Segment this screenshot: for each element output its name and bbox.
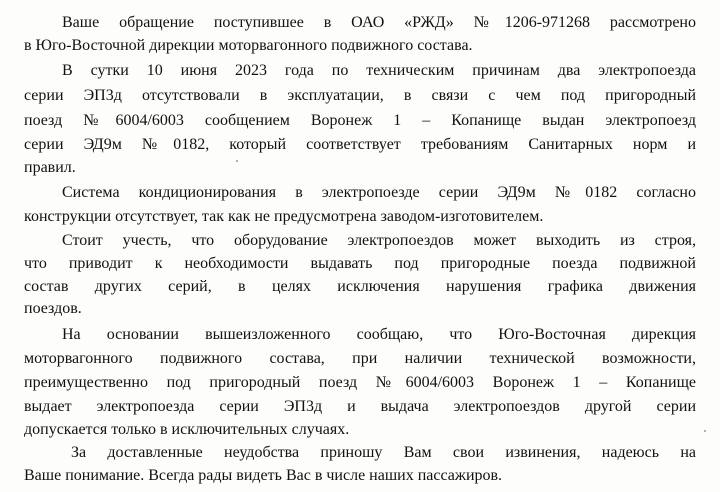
text-line: Ваше обращение поступившее в ОАО «РЖД» №1206-971268 рассмотрено xyxy=(62,14,696,31)
text-line: На основании вышеизложенного сообщаю, что Юго-Восточная дирекция xyxy=(62,326,696,343)
text-line: моторвагонного подвижного состава, при наличии технической возможности, xyxy=(24,350,696,367)
text-line: Ваше понимание. Всегда рады видеть Вас в числе наших пассажиров. xyxy=(24,467,503,484)
text-line: конструкции отсутствует, так как не предусмотрена заводом-изготовителем. xyxy=(24,208,544,225)
text-line: В сутки 10 июня 2023 года по техническим причинам два электропоезда xyxy=(62,62,696,79)
text-line: правил. xyxy=(24,159,76,176)
text-line: серии ЭП3д отсутствовали в эксплуатации, в связи с чем под пригородный xyxy=(24,87,696,104)
text-line: поездов. xyxy=(24,300,82,317)
scan-speck xyxy=(704,430,706,432)
text-line: поезд №6004/6003 сообщением Воронеж 1 – Копанище выдан электропоезд xyxy=(24,112,696,129)
text-line: Стоит учесть, что оборудование электропоездов может выходить из строя, xyxy=(62,232,696,249)
text-line: серии ЭД9м №0182, который соответствует требованиям Санитарных норм и xyxy=(24,136,696,153)
text-line: выдает электропоезда серии ЭП3д и выдача электропоездов другой серии xyxy=(24,398,696,415)
text-line: состав других серий, в целях исключения нарушения графика движения xyxy=(24,278,696,295)
scan-speck xyxy=(236,160,238,162)
text-line: преимущественно под пригородный поезд №6004/6003 Воронеж 1 – Копанище xyxy=(24,374,696,391)
text-line: в Юго-Восточной дирекции моторвагонного подвижного состава. xyxy=(24,37,473,54)
text-line: допускается только в исключительных случаях. xyxy=(24,421,350,438)
text-line: За доставленные неудобства приношу Вам свои извинения, надеюсь на xyxy=(71,444,696,461)
text-line: Система кондиционирования в электропоезде серии ЭД9м №0182 согласно xyxy=(62,184,696,201)
text-line: что приводит к необходимости выдавать под пригородные поезда подвижной xyxy=(24,255,696,272)
